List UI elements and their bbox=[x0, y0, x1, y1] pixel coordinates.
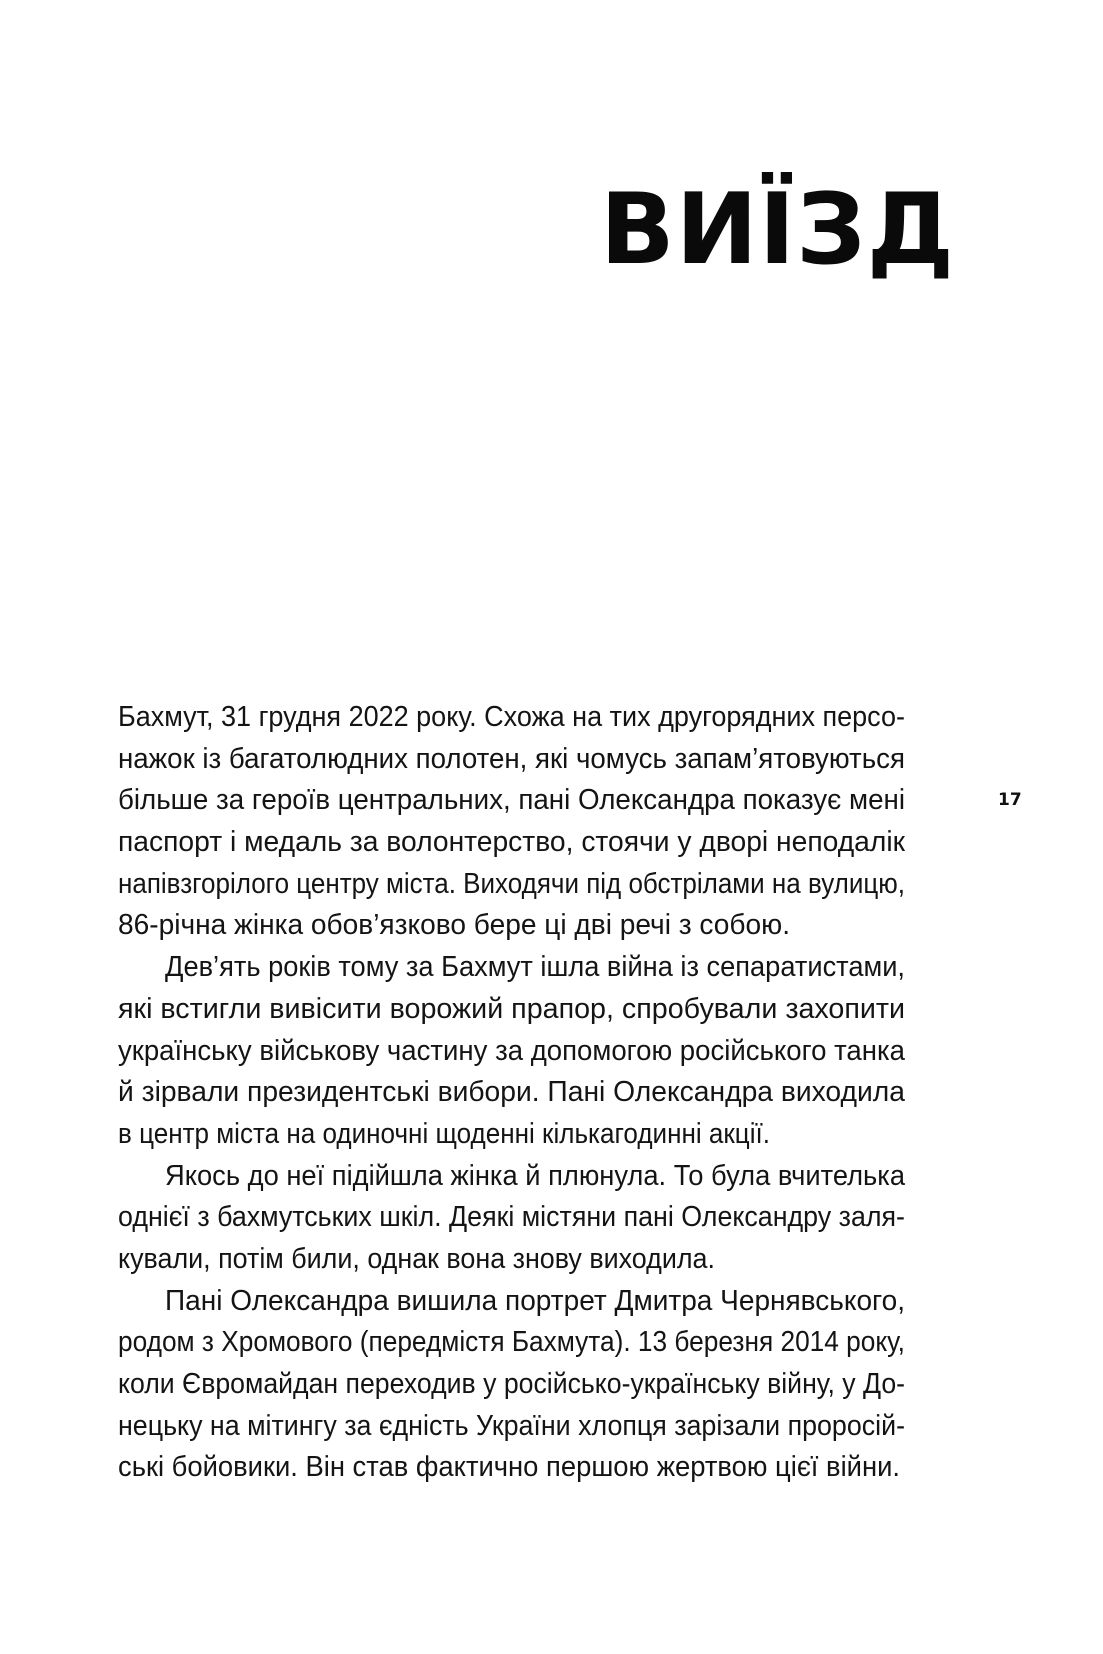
text-line bbox=[118, 989, 908, 1031]
text-line-content: які встигли вивісити ворожий прапор, спробували захопити bbox=[118, 992, 906, 1025]
text-line bbox=[118, 864, 908, 906]
text-line-content: й зірвали президентські вибори. Пані Олександра виходила bbox=[118, 1076, 905, 1109]
text-line bbox=[118, 1239, 908, 1281]
text-line bbox=[118, 822, 908, 864]
text-line bbox=[118, 1322, 908, 1364]
text-line-content: Бахмут, 31 грудня 2022 року. Схожа на тих другорядних персо- bbox=[118, 701, 905, 733]
text-line-content: Пані Олександра вишила портрет Дмитра Чернявського, bbox=[165, 1284, 906, 1317]
text-line bbox=[118, 1031, 908, 1073]
text-line-content: нажок із багатолюдних полотен, які чомусь запам’ятовуються bbox=[118, 742, 905, 775]
text-line bbox=[118, 1364, 908, 1406]
text-line-content: в центр міста на одиночні щоденні кількагодинні акції. bbox=[118, 1117, 770, 1150]
text-line-content: однієї з бахмутських шкіл. Деякі містяни пані Олександру заля- bbox=[118, 1201, 905, 1234]
text-line-content: нецьку на мітингу за єдність України хлопця зарізали проросій- bbox=[118, 1409, 906, 1442]
paragraph-start-line bbox=[118, 1156, 908, 1198]
text-line bbox=[118, 1406, 908, 1448]
text-line bbox=[118, 739, 908, 781]
text-line bbox=[118, 697, 908, 739]
chapter-title: ВИЇЗД bbox=[600, 172, 956, 287]
text-line-content: українську військову частину за допомогою російського танка bbox=[118, 1034, 905, 1067]
text-line bbox=[118, 780, 908, 822]
text-line-content: більше за героїв центральних, пані Олександра показує мені bbox=[118, 784, 905, 817]
text-line-content: паспорт і медаль за волонтерство, стоячи у дворі неподалік bbox=[118, 826, 906, 859]
text-line bbox=[118, 1197, 908, 1239]
text-line-content: Якось до неї підійшла жінка й плюнула. То була вчителька bbox=[165, 1159, 906, 1192]
text-line bbox=[118, 1072, 908, 1114]
text-line-content: родом з Хромового (передмістя Бахмута). 13 березня 2014 року, bbox=[118, 1326, 905, 1359]
text-line-content: напівзгорілого центру міста. Виходячи під обстрілами на вулицю, bbox=[118, 867, 905, 900]
text-line-content: ські бойовики. Він став фактично першою жертвою цієї війни. bbox=[118, 1451, 901, 1484]
text-line bbox=[118, 1447, 908, 1489]
text-line-content: 86-річна жінка обов’язково бере ці дві речі з собою. bbox=[118, 909, 791, 942]
paragraph-start-line bbox=[118, 947, 908, 989]
text-line bbox=[118, 905, 908, 947]
text-line-content: кували, потім били, однак вона знову виходила. bbox=[118, 1242, 715, 1275]
text-line bbox=[118, 1114, 908, 1156]
paragraph-start-line bbox=[118, 1281, 908, 1323]
text-line-content: коли Євромайдан переходив у російсько-українську війну, у До- bbox=[118, 1368, 906, 1400]
body-text bbox=[118, 697, 908, 1489]
page-number: 17 bbox=[998, 790, 1022, 810]
text-line-content: Дев’ять років тому за Бахмут ішла війна із сепаратистами, bbox=[165, 951, 906, 984]
